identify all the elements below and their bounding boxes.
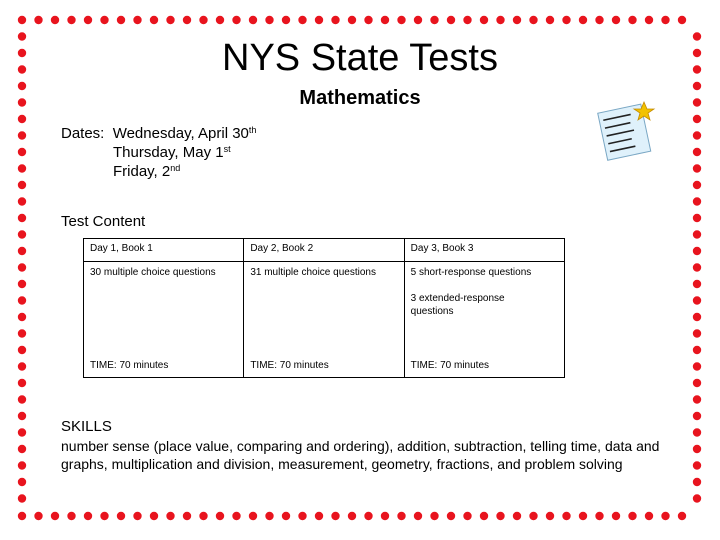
border-dot bbox=[18, 263, 26, 271]
border-dot bbox=[51, 16, 59, 24]
border-dot bbox=[579, 512, 587, 520]
math-worksheet-icon bbox=[594, 100, 656, 162]
border-dot bbox=[414, 512, 422, 520]
day-3-short-response: 5 short-response questions bbox=[410, 267, 532, 278]
border-dot bbox=[18, 362, 26, 370]
test-content-heading: Test Content bbox=[61, 213, 146, 230]
border-dot bbox=[562, 16, 570, 24]
border-dot bbox=[693, 148, 701, 156]
border-dot bbox=[562, 512, 570, 520]
day-2-header: Day 2, Book 2 bbox=[244, 239, 404, 262]
border-dot bbox=[18, 148, 26, 156]
border-dot bbox=[18, 395, 26, 403]
border-dot bbox=[18, 461, 26, 469]
skills-heading: SKILLS bbox=[61, 418, 112, 435]
border-dot bbox=[693, 346, 701, 354]
border-dot bbox=[693, 247, 701, 255]
border-dot bbox=[693, 428, 701, 436]
table-row bbox=[84, 262, 565, 378]
border-dot bbox=[480, 16, 488, 24]
border-dot bbox=[579, 16, 587, 24]
border-dot bbox=[18, 478, 26, 486]
day-1-questions: 30 multiple choice questions bbox=[90, 267, 216, 278]
border-dot bbox=[18, 197, 26, 205]
border-dot bbox=[133, 16, 141, 24]
border-dot bbox=[183, 512, 191, 520]
border-dot bbox=[693, 445, 701, 453]
day-2-questions: 31 multiple choice questions bbox=[250, 267, 376, 278]
border-dot bbox=[693, 362, 701, 370]
day-1-time: TIME: 70 minutes bbox=[90, 360, 169, 371]
border-dot bbox=[265, 16, 273, 24]
border-dot bbox=[612, 16, 620, 24]
border-dot bbox=[496, 16, 504, 24]
border-dot bbox=[678, 512, 686, 520]
border-dot bbox=[18, 329, 26, 337]
border-dot bbox=[693, 478, 701, 486]
border-dot bbox=[117, 16, 125, 24]
border-dot bbox=[381, 512, 389, 520]
border-dot bbox=[315, 512, 323, 520]
border-dot bbox=[249, 512, 257, 520]
border-dot bbox=[661, 512, 669, 520]
border-dot bbox=[364, 16, 372, 24]
border-dot bbox=[331, 512, 339, 520]
border-dot bbox=[595, 16, 603, 24]
border-dot bbox=[298, 16, 306, 24]
border-dot bbox=[693, 296, 701, 304]
border-dot bbox=[463, 16, 471, 24]
border-dot bbox=[67, 16, 75, 24]
day-3-time: TIME: 70 minutes bbox=[410, 360, 490, 371]
border-dot bbox=[84, 512, 92, 520]
border-dot bbox=[447, 512, 455, 520]
border-dot bbox=[18, 214, 26, 222]
border-dot bbox=[117, 512, 125, 520]
border-dot bbox=[645, 512, 653, 520]
border-dot bbox=[348, 16, 356, 24]
border-dot bbox=[693, 329, 701, 337]
table-header-row bbox=[84, 239, 565, 262]
day-2-time: TIME: 70 minutes bbox=[250, 360, 329, 371]
border-dot bbox=[693, 181, 701, 189]
date-day-2: Thursday, May 1 bbox=[113, 144, 224, 161]
border-dot bbox=[612, 512, 620, 520]
date-day-3: Friday, 2 bbox=[113, 163, 171, 180]
border-dot bbox=[150, 16, 158, 24]
border-dot bbox=[166, 16, 174, 24]
border-dot bbox=[693, 313, 701, 321]
border-dot bbox=[430, 16, 438, 24]
border-dot bbox=[693, 214, 701, 222]
border-dot bbox=[232, 16, 240, 24]
border-dot bbox=[529, 16, 537, 24]
date-day-1: Wednesday, April 30 bbox=[112, 125, 249, 142]
page-title: NYS State Tests bbox=[222, 37, 498, 79]
border-dot bbox=[364, 512, 372, 520]
border-dot bbox=[18, 247, 26, 255]
border-dot bbox=[529, 512, 537, 520]
border-dot bbox=[331, 16, 339, 24]
border-dot bbox=[18, 131, 26, 139]
page-subtitle: Mathematics bbox=[299, 87, 421, 109]
border-dot bbox=[693, 461, 701, 469]
border-dot bbox=[216, 16, 224, 24]
border-dot bbox=[348, 512, 356, 520]
border-dot bbox=[693, 131, 701, 139]
border-dot bbox=[693, 115, 701, 123]
border-dot bbox=[397, 512, 405, 520]
border-dot bbox=[18, 181, 26, 189]
border-dot bbox=[18, 230, 26, 238]
border-dot bbox=[282, 512, 290, 520]
border-dot bbox=[381, 16, 389, 24]
border-dot bbox=[693, 395, 701, 403]
border-dot bbox=[480, 512, 488, 520]
border-dot bbox=[693, 197, 701, 205]
border-dot bbox=[693, 263, 701, 271]
border-dot bbox=[249, 16, 257, 24]
border-dot bbox=[693, 280, 701, 288]
border-dot bbox=[18, 428, 26, 436]
border-dot bbox=[693, 412, 701, 420]
border-dot bbox=[628, 512, 636, 520]
border-dot bbox=[18, 494, 26, 502]
border-dot bbox=[693, 379, 701, 387]
border-dot bbox=[678, 16, 686, 24]
border-dot bbox=[546, 16, 554, 24]
border-dot bbox=[18, 296, 26, 304]
test-content-table bbox=[83, 238, 565, 378]
border-dot bbox=[216, 512, 224, 520]
border-dot bbox=[133, 512, 141, 520]
border-dot bbox=[513, 16, 521, 24]
border-dot bbox=[166, 512, 174, 520]
border-dot bbox=[18, 412, 26, 420]
border-dot bbox=[232, 512, 240, 520]
border-dot bbox=[18, 512, 26, 520]
border-dot bbox=[595, 512, 603, 520]
border-dot bbox=[282, 16, 290, 24]
border-dot bbox=[18, 16, 26, 24]
day-1-cell bbox=[84, 262, 244, 378]
border-dot bbox=[84, 16, 92, 24]
border-dot bbox=[265, 512, 273, 520]
border-dot bbox=[430, 512, 438, 520]
border-dot bbox=[199, 512, 207, 520]
dates-label: Dates: bbox=[61, 125, 105, 142]
border-dot bbox=[18, 445, 26, 453]
border-dot bbox=[100, 16, 108, 24]
border-dot bbox=[34, 16, 42, 24]
border-dot bbox=[693, 230, 701, 238]
day-2-cell bbox=[244, 262, 404, 378]
border-dot bbox=[100, 512, 108, 520]
border-dot bbox=[67, 512, 75, 520]
test-dates: Dates: Wednesday, April 30th Thursday, May 1st Friday, 2nd bbox=[61, 125, 257, 180]
day-3-cell bbox=[404, 262, 564, 378]
border-dot bbox=[315, 16, 323, 24]
day-3-extended-response: 3 extended-response questions bbox=[410, 293, 505, 317]
border-dot bbox=[199, 16, 207, 24]
border-dot bbox=[183, 16, 191, 24]
border-dot bbox=[693, 494, 701, 502]
border-dot bbox=[34, 512, 42, 520]
border-dot bbox=[18, 115, 26, 123]
border-dot bbox=[18, 313, 26, 321]
border-dot bbox=[18, 346, 26, 354]
day-3-header: Day 3, Book 3 bbox=[404, 239, 564, 262]
border-dot bbox=[513, 512, 521, 520]
border-dot bbox=[51, 512, 59, 520]
skills-text: number sense (place value, comparing and ordering), addition, subtraction, telling time, data and graphs, multiplication and division, measurement, geometry, fractions, and problem solving bbox=[61, 438, 660, 472]
day-1-header: Day 1, Book 1 bbox=[84, 239, 244, 262]
border-dot bbox=[414, 16, 422, 24]
border-dot bbox=[298, 512, 306, 520]
border-dot bbox=[447, 16, 455, 24]
border-dot bbox=[18, 379, 26, 387]
border-dot bbox=[693, 164, 701, 172]
border-dot bbox=[628, 16, 636, 24]
border-dot bbox=[18, 164, 26, 172]
border-dot bbox=[463, 512, 471, 520]
border-dot bbox=[546, 512, 554, 520]
border-dot bbox=[397, 16, 405, 24]
border-dot bbox=[150, 512, 158, 520]
border-dot bbox=[496, 512, 504, 520]
border-dot bbox=[18, 280, 26, 288]
border-dot bbox=[645, 16, 653, 24]
border-dot bbox=[661, 16, 669, 24]
